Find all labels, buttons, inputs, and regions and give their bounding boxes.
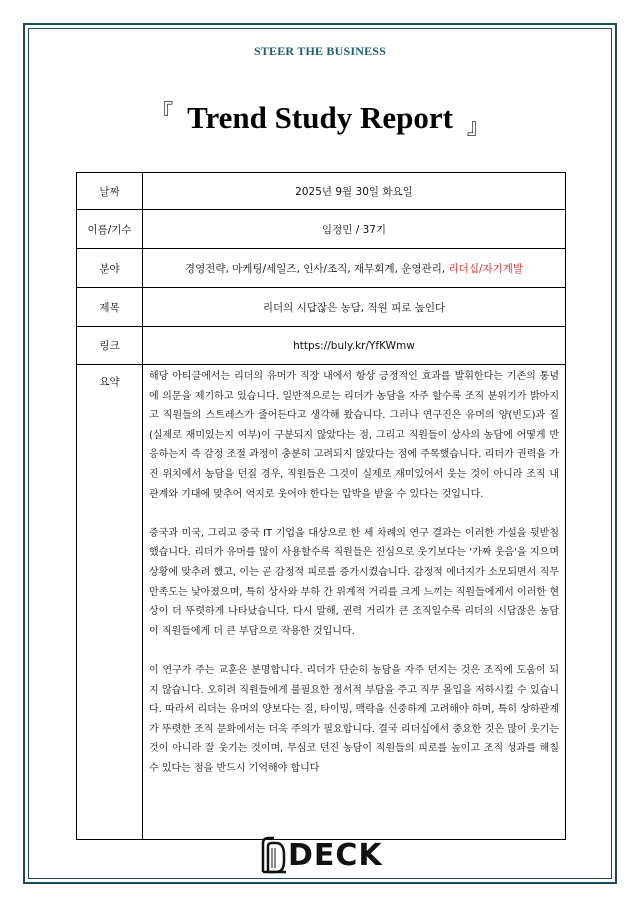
report-title-text: Trend Study Report bbox=[187, 100, 453, 135]
summary-paragraph-2: 중국과 미국, 그리고 중국 IT 기업을 대상으로 한 세 차례의 연구 결과는 이러한 가설을 뒷받침했습니다. 리더가 유머를 많이 사용할수록 직원들은 진심으로 웃기보다는 '가짜 웃음'을 지으며 상황에 맞추려 했고, 이는 곧 감정적 피로를 증가시켰습니다. 감정적 에너지가 소모되면서 직무 만족도는 낮아졌으며, 특히 상사와 부하 간 위계적 거리를 크게 느끼는 직원들에게서 이러한 현상이 더 뚜렷하게 나타났습니다. 다시 말해, 권력 거리가 큰 조직일수록 리더의 시답잖은 농담이 직원들에게 더 큰 부담으로 작용한 것입니다. bbox=[149, 527, 559, 637]
field-value-selected: 리더십/자기계발 bbox=[448, 262, 524, 275]
link-value[interactable]: https://buly.kr/YfKWmw bbox=[143, 327, 566, 365]
report-table bbox=[76, 172, 566, 840]
title-bracket-open: 『 bbox=[151, 101, 174, 126]
summary-paragraph-3: 이 연구가 주는 교훈은 분명합니다. 리더가 단순히 농담을 자주 던지는 것은 조직에 도움이 되지 않습니다. 오히려 직원들에게 불필요한 정서적 부담을 주고 직무 몰입을 저하시킬 수 있습니다. 따라서 리더는 유머의 양보다는 질, 타이밍, 맥락을 신중하게 고려해야 하며, 특히 상하관계가 뚜렷한 조직 문화에서는 더욱 주의가 필요합니다. 결국 리더십에서 중요한 것은 많이 웃기는 것이 아니라 잘 웃기는 것이며, 무심코 던진 농담이 직원들의 피로를 높이고 조직 성과를 해칠 수 있다는 점을 반드시 기억해야 합니다 bbox=[149, 664, 559, 774]
deck-logo-wordmark: DECK bbox=[288, 838, 383, 873]
deck-logo-icon bbox=[260, 835, 288, 875]
field-value-categories: 경영전략, 마케팅/세일즈, 인사/조직, 재무회계, 운영관리, bbox=[184, 262, 449, 275]
summary-body bbox=[143, 365, 566, 840]
summary-row bbox=[77, 365, 566, 840]
date-value: 2025년 9월 30일 화요일 bbox=[143, 173, 566, 210]
name-label: 이름/기수 bbox=[77, 210, 143, 249]
name-value: 임정민 / 37기 bbox=[143, 210, 566, 249]
deck-logo bbox=[258, 832, 382, 878]
link-label: 링크 bbox=[77, 327, 143, 365]
field-row bbox=[77, 249, 566, 288]
brand-tagline: STEER THE BUSINESS bbox=[253, 44, 387, 58]
title-value: 리더의 시답잖은 농담, 직원 피로 높인다 bbox=[143, 288, 566, 327]
title-label: 제목 bbox=[77, 288, 143, 327]
summary-paragraph-1: 해당 아티클에서는 리더의 유머가 직장 내에서 항상 긍정적인 효과를 발휘한다는 기존의 통념에 의문을 제기하고 있습니다. 일반적으로는 리더가 농담을 자주 할수록 조직 분위기가 밝아지고 직원들의 스트레스가 줄어든다고 생각해 왔습니다. 그러나 연구진은 유머의 양(빈도)과 질(실제로 재미있는지 여부)이 구분되지 않았다는 점, 그리고 직원들이 상사의 농담에 어떻게 반응하는지 즉 감정 조절 과정이 충분히 고려되지 않았다는 점에 주목했습니다. 리더가 권력을 가진 위치에서 농담을 던질 경우, 직원들은 그것이 실제로 재미있어서 웃는 것이 아니라 조직 내 관계와 기대에 맞추어 억지로 웃어야 한다는 압박을 받을 수 있다는 것입니다. bbox=[149, 371, 559, 500]
field-label: 분야 bbox=[77, 249, 143, 288]
title-row bbox=[77, 288, 566, 327]
name-row bbox=[77, 210, 566, 249]
field-value bbox=[143, 249, 566, 288]
report-title bbox=[0, 100, 640, 140]
date-row bbox=[77, 173, 566, 210]
title-bracket-close: 』 bbox=[466, 115, 489, 140]
date-label: 날짜 bbox=[77, 173, 143, 210]
summary-label: 요약 bbox=[77, 365, 143, 840]
link-row bbox=[77, 327, 566, 365]
